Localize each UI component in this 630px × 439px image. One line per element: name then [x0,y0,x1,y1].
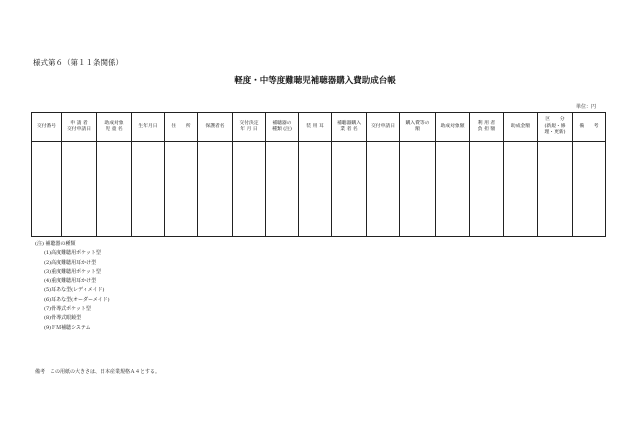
ledger-table [31,112,606,237]
table-cell[interactable] [504,142,538,237]
col-header: 装 用 耳 [299,113,332,142]
note-item: (1)高度難聴用ポケット型 [44,250,101,257]
col-header: 補聴器購入 業 者 名 [332,113,367,142]
col-header: 助成金額 [504,113,538,142]
note-item: (2)高度難聴用耳かけ型 [44,259,97,266]
col-header: 申 請 者 交付申請日 [62,113,97,142]
col-header: 補聴器の 種類 (注) [266,113,299,142]
note-item: (3)重度難聴用ポケット型 [44,268,101,275]
table-cell[interactable] [32,142,62,237]
table-cell[interactable] [233,142,266,237]
note-item: (7)骨導式ポケット型 [44,306,91,313]
notes-heading: (注) 補聴器の種類 [35,241,76,247]
table-cell[interactable] [538,142,573,237]
col-header: 利 用 者 負 担 額 [470,113,504,142]
table-cell[interactable] [436,142,470,237]
note-item: (6)耳あな型(オーダーメイド) [44,296,110,303]
table-cell[interactable] [332,142,367,237]
paper-size-remark: 備考 この用紙の大きさは、日本産業規格Ａ４とする。 [35,369,161,375]
col-header: 生年月日 [132,113,165,142]
col-header: 住 所 [165,113,198,142]
unit-label: 単位：円 [575,104,596,110]
note-item: (9)ＦＭ補聴システム [44,324,91,331]
col-header: 保護者名 [198,113,233,142]
col-header: 交付番号 [32,113,62,142]
page-title: 軽度・中等度難聴児補聴器購入費助成台帳 [234,76,396,86]
col-header: 区 分 (新規・修 理・更新) [538,113,573,142]
table-cell[interactable] [470,142,504,237]
table-cell[interactable] [62,142,97,237]
table-cell[interactable] [132,142,165,237]
col-header: 助成対象 児 童 名 [97,113,132,142]
col-header: 助成対象額 [436,113,470,142]
col-header: 交付申請日 [367,113,400,142]
table-row [32,142,606,237]
table-cell[interactable] [165,142,198,237]
hearing-aid-type-notes [35,240,110,333]
note-item: (8)骨導式眼鏡型 [44,315,82,322]
note-item: (5)耳あな型(レディメイド) [44,287,105,294]
table-cell[interactable] [266,142,299,237]
header-row [32,113,606,142]
table-cell[interactable] [367,142,400,237]
table-cell[interactable] [97,142,132,237]
col-header: 購入費等の 額 [400,113,436,142]
note-item: (4)重度難聴用耳かけ型 [44,278,97,285]
table-cell[interactable] [400,142,436,237]
col-header: 交付決定 年 月 日 [233,113,266,142]
table-cell[interactable] [573,142,606,237]
table-cell[interactable] [299,142,332,237]
form-number: 様式第６（第１１条関係） [33,58,123,67]
table-cell[interactable] [198,142,233,237]
col-header: 備 考 [573,113,606,142]
